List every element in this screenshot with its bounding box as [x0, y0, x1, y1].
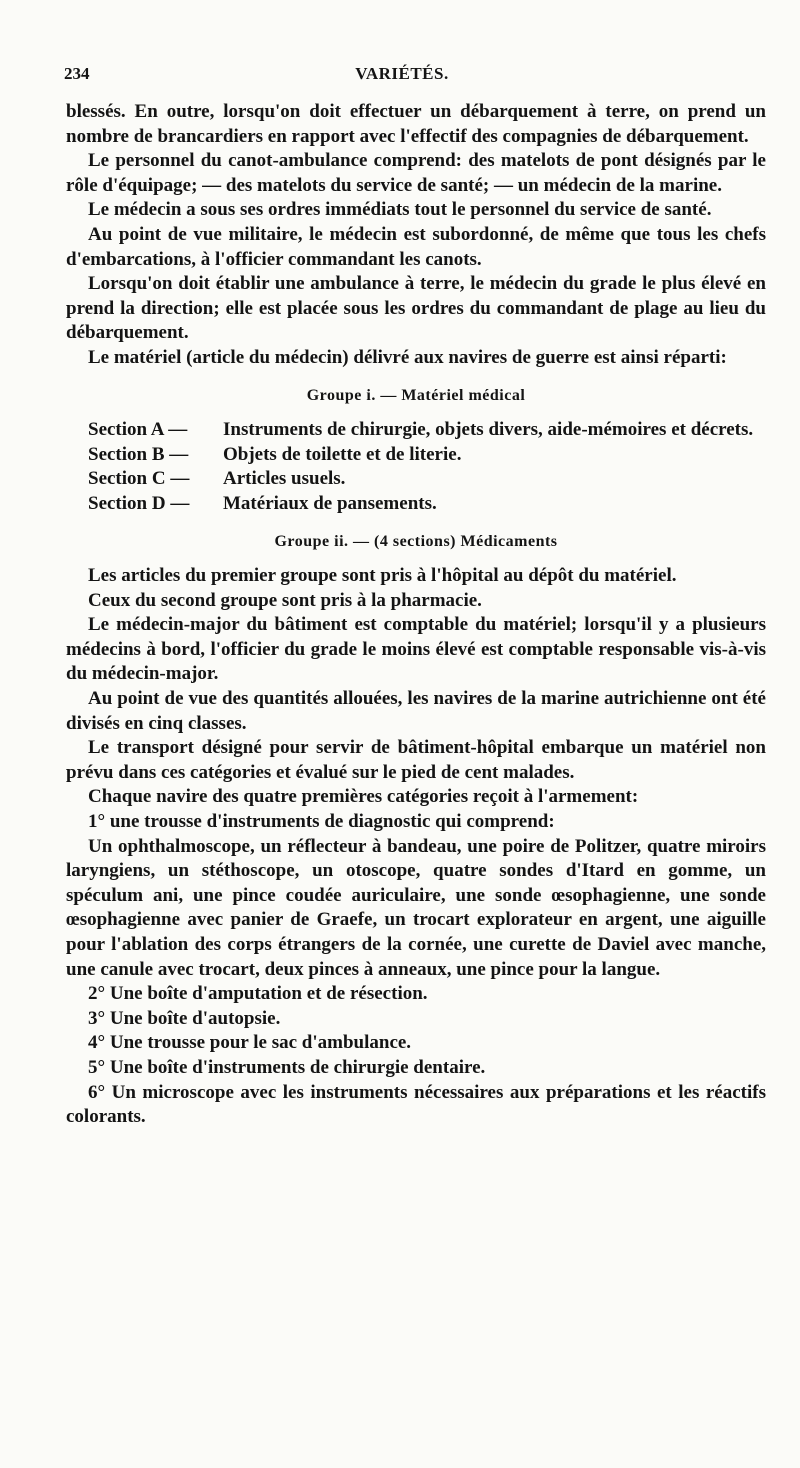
section-text: Articles usuels. [223, 468, 346, 490]
numbered-item: 6° Un microscope avec les instruments nécessaires aux préparations et les réactifs colorants. [66, 1081, 766, 1128]
section-row [88, 418, 766, 443]
paragraph: Chaque navire des quatre premières catégories reçoit à l'armement: [88, 786, 639, 808]
numbered-item: 3° Une boîte d'autopsie. [88, 1007, 281, 1029]
numbered-item: 5° Une boîte d'instruments de chirurgie dentaire. [88, 1056, 486, 1078]
paragraph: Au point de vue militaire, le médecin est subordonné, de même que tous les chefs d'embarcations, à l'officier commandant les canots. [66, 223, 766, 270]
section-label: Section D — [88, 492, 190, 514]
section-row [88, 443, 766, 468]
paragraph: Les articles du premier groupe sont pris à l'hôpital au dépôt du matériel. [88, 565, 677, 587]
paragraph: Lorsqu'on doit établir une ambulance à terre, le médecin du grade le plus élevé en prend la direction; elle est placée sous les ordres du commandant de plage au lieu du débarquement. [66, 273, 766, 344]
section-row [88, 467, 766, 492]
paragraph: blessés. En outre, lorsqu'on doit effectuer un débarquement à terre, on prend un nombre de brancardiers en rapport avec l'effectif des compagnies de débarquement. [66, 101, 766, 147]
paragraph: Le personnel du canot-ambulance comprend: des matelots de pont désignés par le rôle d'équipage; — des matelots du service de santé; — un médecin de la marine. [66, 150, 766, 196]
page-number: 234 [64, 64, 90, 83]
paragraph: Le matériel (article du médecin) délivré aux navires de guerre est ainsi réparti: [88, 346, 727, 368]
paragraph: Le médecin-major du bâtiment est comptable du matériel; lorsqu'il y a plusieurs médecins à bord, l'officier du grade le moins élevé est comptable responsable vis-à-vis du médecin-major. [66, 614, 766, 685]
section-text: Matériaux de pansements. [223, 492, 437, 514]
paragraph: Ceux du second groupe sont pris à la pharmacie. [88, 589, 482, 611]
page-header [64, 64, 740, 88]
paragraph: 1° une trousse d'instruments de diagnostic qui comprend: [88, 811, 555, 833]
section-label: Section B — [88, 443, 189, 465]
running-head: VARIÉTÉS. [355, 64, 449, 83]
section-text: Instruments de chirurgie, objets divers, aide-mémoires et décrets. [223, 419, 754, 441]
paragraph: Au point de vue des quantités allouées, les navires de la marine autrichienne ont été divisés en cinq classes. [66, 688, 766, 734]
group-2-heading: Groupe ii. — (4 sections) Médicaments [274, 532, 558, 550]
paragraph: Le médecin a sous ses ordres immédiats tout le personnel du service de santé. [88, 199, 712, 221]
numbered-item: 4° Une trousse pour le sac d'ambulance. [88, 1032, 412, 1054]
section-row [88, 492, 766, 517]
body-text [66, 100, 766, 1130]
section-label: Section A — [88, 419, 188, 441]
paragraph: Un ophthalmoscope, un réflecteur à bandeau, une poire de Politzer, quatre miroirs laryngiens, un stéthoscope, un otoscope, quatre sondes d'Itard en gomme, un spéculum ani, une pince coudée auriculaire, une sonde œsophagienne, une sonde œsophagienne avec panier de Graefe, un trocart explorateur en argent, une aiguille pour l'ablation des corps étrangers de la cornée, une curette de Daviel avec manche, une canule avec trocart, deux pinces à anneaux, une pince pour la langue. [66, 835, 766, 980]
paragraph: Le transport désigné pour servir de bâtiment-hôpital embarque un matériel non prévu dans ces catégories et évalué sur le pied de cent malades. [66, 737, 766, 783]
section-text: Objets de toilette et de literie. [223, 443, 462, 465]
group-1-sections [88, 418, 766, 516]
numbered-item: 2° Une boîte d'amputation et de résection. [88, 983, 428, 1005]
section-label: Section C — [88, 468, 190, 490]
group-1-heading: Groupe i. — Matériel médical [306, 386, 526, 404]
